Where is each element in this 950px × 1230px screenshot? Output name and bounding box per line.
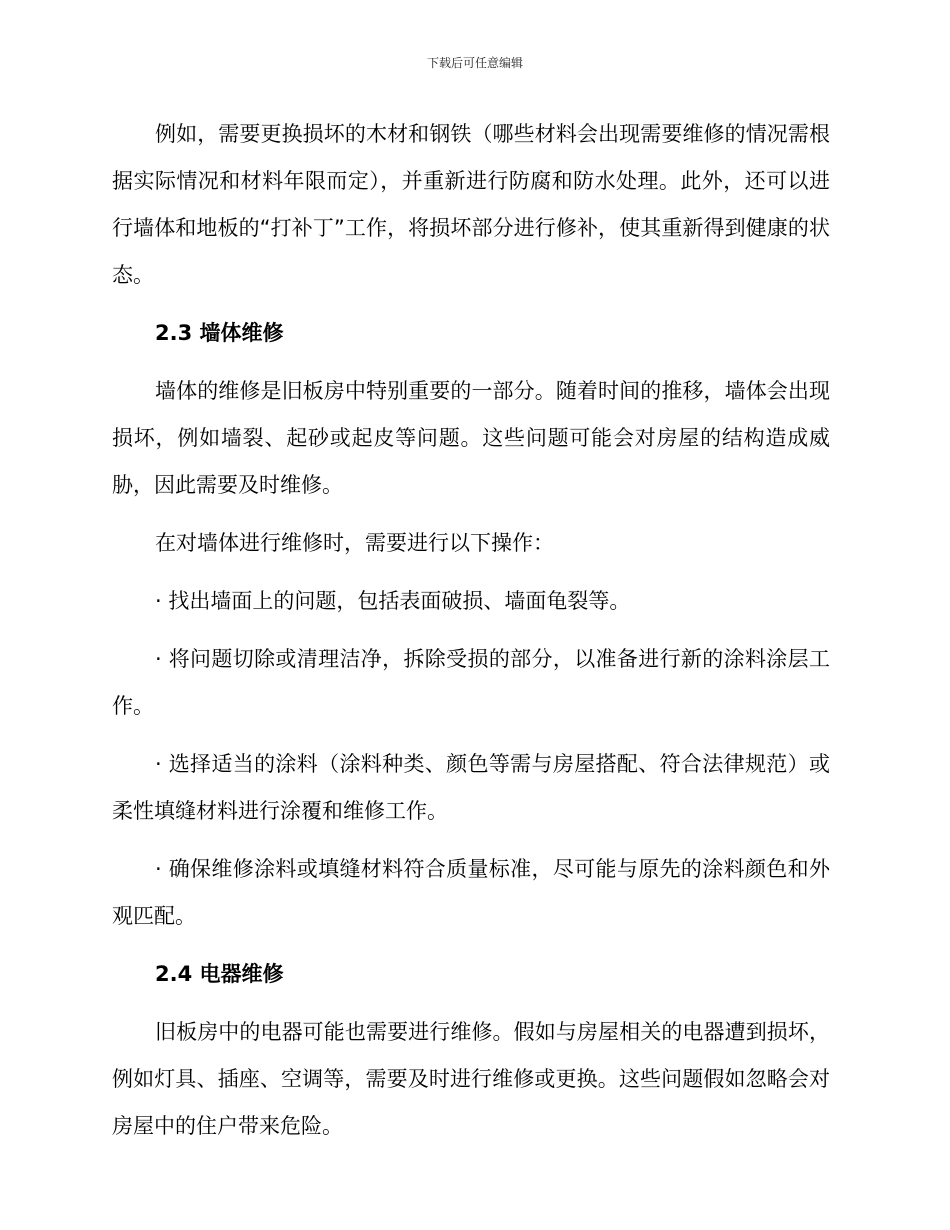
bullet-item-ensure-quality: · 确保维修涂料或填缝材料符合质量标准，尽可能与原先的涂料颜色和外观匹配。 <box>112 857 830 928</box>
bullet-item-find-problems: · 找出墙面上的问题，包括表面破损、墙面龟裂等。 <box>155 589 631 613</box>
paragraph-wall-steps-intro: 在对墙体进行维修时，需要进行以下操作： <box>155 531 554 555</box>
document-body <box>112 111 830 1150</box>
paragraph-electrical: 旧板房中的电器可能也需要进行维修。假如与房屋相关的电器遭到损坏，例如灯具、插座、空调等，需要及时进行维修或更换。这些问题假如忽略会对房屋中的住户带来危险。 <box>112 1020 830 1138</box>
section-heading-wall-repair: 2.3 墙体维修 <box>155 321 284 345</box>
paragraph-wall-intro: 墙体的维修是旧板房中特别重要的一部分。随着时间的推移，墙体会出现损坏，例如墙裂、起砂或起皮等问题。这些问题可能会对房屋的结构造成威胁，因此需要及时维修。 <box>112 379 830 497</box>
bullet-item-clean-damaged: · 将问题切除或清理洁净，拆除受损的部分，以准备进行新的涂料涂层工作。 <box>112 647 830 718</box>
section-heading-electrical-repair: 2.4 电器维修 <box>155 962 284 986</box>
paragraph-repair-materials: 例如，需要更换损坏的木材和钢铁（哪些材料会出现需要维修的情况需根据实际情况和材料年限而定），并重新进行防腐和防水处理。此外，还可以进行墙体和地板的“打补丁”工作，将损坏部分进行修补，使其重新得到健康的状态。 <box>112 122 830 287</box>
bullet-item-choose-coating: · 选择适当的涂料（涂料种类、颜色等需与房屋搭配、符合法律规范）或柔性填缝材料进行涂覆和维修工作。 <box>112 752 830 823</box>
page-header: 下载后可任意编辑 <box>426 56 523 70</box>
